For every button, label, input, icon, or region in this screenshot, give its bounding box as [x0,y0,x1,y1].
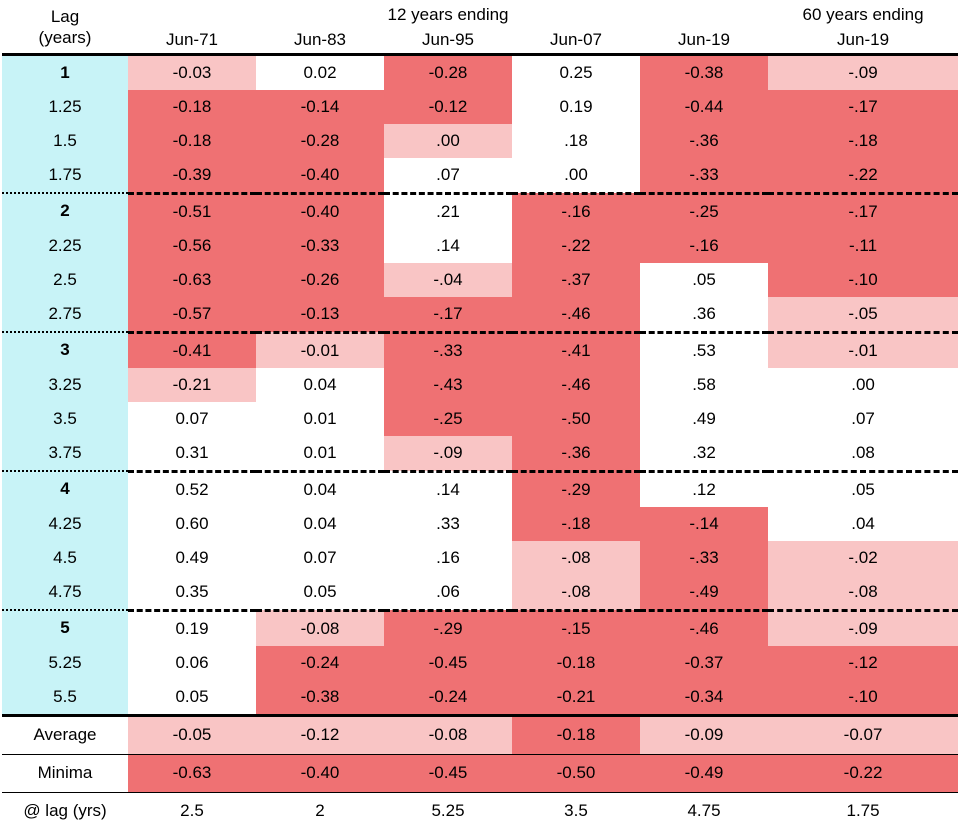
table-header [2,2,958,54]
table-row [2,297,958,333]
summary-row-label: Minima [2,754,128,792]
heatmap-cell: 0.07 [256,541,384,575]
summary-row [2,792,958,830]
heatmap-cell: .32 [640,436,768,472]
heatmap-cell: -.37 [512,263,640,297]
header-group-row [2,2,958,27]
table-row [2,507,958,541]
heatmap-cell: -.16 [640,229,768,263]
heatmap-cell: .00 [512,158,640,194]
heatmap-cell: -.18 [512,507,640,541]
heatmap-cell: -0.18 [128,124,256,158]
summary-cell: 4.75 [640,792,768,830]
header-column-row [2,27,958,54]
heatmap-cell: -0.40 [256,193,384,229]
heatmap-cell: 0.01 [256,402,384,436]
heatmap-cell: -.18 [768,124,958,158]
table-body [2,54,958,715]
summary-cell: 1.75 [768,792,958,830]
heatmap-cell: -.36 [640,124,768,158]
heatmap-cell: -0.21 [512,680,640,716]
heatmap-cell: -0.57 [128,297,256,333]
row-label-lag: 2.75 [2,297,128,333]
heatmap-cell: .12 [640,471,768,507]
summary-cell: 5.25 [384,792,512,830]
row-label-lag: 1.75 [2,158,128,194]
row-label-lag: 3.5 [2,402,128,436]
heatmap-cell: -0.28 [256,124,384,158]
heatmap-cell: 0.49 [128,541,256,575]
heatmap-cell: 0.02 [256,54,384,90]
heatmap-cell: -.11 [768,229,958,263]
row-label-lag: 2.25 [2,229,128,263]
table-row [2,54,958,90]
summary-cell: 3.5 [512,792,640,830]
heatmap-cell: 0.04 [256,368,384,402]
summary-cell: -0.50 [512,754,640,792]
heatmap-cell: .06 [384,575,512,611]
heatmap-cell: 0.31 [128,436,256,472]
row-label-lag: 2 [2,193,128,229]
summary-row [2,754,958,792]
lag-header-line2: (years) [38,28,92,48]
heatmap-cell: -.04 [384,263,512,297]
heatmap-cell: 0.07 [128,402,256,436]
heatmap-cell: .53 [640,332,768,368]
col-header-jun71: Jun-71 [166,29,218,49]
row-label-lag: 4.75 [2,575,128,611]
heatmap-cell: .05 [640,263,768,297]
summary-cell: -0.05 [128,715,256,754]
heatmap-cell: .14 [384,471,512,507]
heatmap-cell: -.17 [768,193,958,229]
table-row [2,541,958,575]
heatmap-cell: -0.24 [256,646,384,680]
heatmap-cell: -.33 [640,158,768,194]
heatmap-cell: -0.12 [384,90,512,124]
heatmap-cell: -0.18 [512,646,640,680]
heatmap-cell: -.10 [768,263,958,297]
table-row [2,332,958,368]
row-label-lag: 5.25 [2,646,128,680]
heatmap-cell: -.02 [768,541,958,575]
row-label-lag: 2.5 [2,263,128,297]
summary-cell: -0.40 [256,754,384,792]
lag-header-cell [2,2,128,54]
row-label-lag: 5.5 [2,680,128,716]
heatmap-cell: 0.04 [256,471,384,507]
heatmap-cell: -0.21 [128,368,256,402]
col-header-jun19-60y: Jun-19 [837,29,890,49]
heatmap-cell: -.25 [384,402,512,436]
heatmap-cell: -.46 [512,297,640,333]
heatmap-cell: .07 [384,158,512,194]
heatmap-cell: -0.51 [128,193,256,229]
row-label-lag: 4 [2,471,128,507]
summary-cell: -0.07 [768,715,958,754]
table-row [2,229,958,263]
heatmap-cell: 0.52 [128,471,256,507]
group-title-12y: 12 years ending [387,4,509,24]
heatmap-cell: -.09 [384,436,512,472]
heatmap-cell: -0.38 [256,680,384,716]
heatmap-cell: -0.13 [256,297,384,333]
heatmap-cell: .07 [768,402,958,436]
heatmap-cell: -0.34 [640,680,768,716]
heatmap-cell: -0.08 [256,610,384,646]
summary-row-label: @ lag (yrs) [2,792,128,830]
row-label-lag: 4.5 [2,541,128,575]
heatmap-cell: -.17 [768,90,958,124]
table-row [2,402,958,436]
summary-cell: -0.09 [640,715,768,754]
heatmap-cell: -.25 [640,193,768,229]
heatmap-cell: .18 [512,124,640,158]
heatmap-cell: -.33 [640,541,768,575]
heatmap-cell: -0.03 [128,54,256,90]
heatmap-cell: -0.41 [128,332,256,368]
heatmap-cell: -.05 [768,297,958,333]
heatmap-cell: -.16 [512,193,640,229]
heatmap-cell: 0.35 [128,575,256,611]
heatmap-cell: 0.06 [128,646,256,680]
row-label-lag: 5 [2,610,128,646]
heatmap-cell: 0.19 [128,610,256,646]
heatmap-cell: 0.25 [512,54,640,90]
heatmap-cell: -.14 [640,507,768,541]
col-header-jun95: Jun-95 [422,29,474,49]
heatmap-cell: -.29 [384,610,512,646]
summary-row [2,715,958,754]
heatmap-cell: 0.05 [128,680,256,716]
summary-cell: 2.5 [128,792,256,830]
heatmap-cell: -.36 [512,436,640,472]
correlation-heatmap-table [2,2,958,830]
heatmap-cell: -0.26 [256,263,384,297]
summary-cell: 2 [256,792,384,830]
heatmap-cell: -.01 [768,332,958,368]
heatmap-cell: -.09 [768,610,958,646]
heatmap-cell: .14 [384,229,512,263]
heatmap-cell: -0.18 [128,90,256,124]
heatmap-cell: 0.19 [512,90,640,124]
table-row [2,610,958,646]
heatmap-table-figure [0,2,960,834]
heatmap-cell: -.08 [512,575,640,611]
heatmap-cell: .00 [384,124,512,158]
row-label-lag: 1.25 [2,90,128,124]
summary-block [2,715,958,830]
summary-cell: -0.45 [384,754,512,792]
heatmap-cell: .33 [384,507,512,541]
row-label-lag: 3.25 [2,368,128,402]
heatmap-cell: -.22 [768,158,958,194]
summary-cell: -0.08 [384,715,512,754]
heatmap-cell: -.08 [512,541,640,575]
heatmap-cell: -0.28 [384,54,512,90]
row-label-lag: 3 [2,332,128,368]
heatmap-cell: .05 [768,471,958,507]
heatmap-cell: -0.14 [256,90,384,124]
heatmap-cell: -.33 [384,332,512,368]
heatmap-cell: .08 [768,436,958,472]
heatmap-cell: -.46 [640,610,768,646]
heatmap-cell: -.17 [384,297,512,333]
heatmap-cell: .36 [640,297,768,333]
heatmap-cell: -0.01 [256,332,384,368]
col-header-jun19: Jun-19 [678,29,731,49]
table-row [2,436,958,472]
heatmap-cell: -0.39 [128,158,256,194]
heatmap-cell: -.09 [768,54,958,90]
row-label-lag: 1 [2,54,128,90]
heatmap-cell: -.43 [384,368,512,402]
summary-cell: -0.22 [768,754,958,792]
heatmap-cell: -.49 [640,575,768,611]
heatmap-cell: -0.38 [640,54,768,90]
table-row [2,646,958,680]
col-header-jun07: Jun-07 [550,29,602,49]
heatmap-cell: -0.56 [128,229,256,263]
heatmap-cell: .16 [384,541,512,575]
heatmap-cell: -.29 [512,471,640,507]
heatmap-cell: .21 [384,193,512,229]
heatmap-cell: -0.44 [640,90,768,124]
heatmap-cell: -.41 [512,332,640,368]
heatmap-cell: .04 [768,507,958,541]
heatmap-cell: -0.40 [256,158,384,194]
heatmap-cell: -.12 [768,646,958,680]
table-row [2,90,958,124]
table-row [2,158,958,194]
heatmap-cell: -.50 [512,402,640,436]
table-row [2,575,958,611]
row-label-lag: 3.75 [2,436,128,472]
heatmap-cell: -.10 [768,680,958,716]
heatmap-cell: -.46 [512,368,640,402]
heatmap-cell: -.08 [768,575,958,611]
heatmap-cell: 0.60 [128,507,256,541]
heatmap-cell: .49 [640,402,768,436]
group-title-60y: 60 years ending [802,4,924,24]
table-row [2,193,958,229]
summary-row-label: Average [2,715,128,754]
summary-cell: -0.63 [128,754,256,792]
heatmap-cell: 0.04 [256,507,384,541]
heatmap-cell: 0.05 [256,575,384,611]
heatmap-cell: -.15 [512,610,640,646]
table-row [2,471,958,507]
heatmap-cell: .58 [640,368,768,402]
heatmap-cell: -0.24 [384,680,512,716]
table-row [2,263,958,297]
col-header-jun83: Jun-83 [294,29,346,49]
heatmap-cell: -0.63 [128,263,256,297]
lag-header-line1: Lag [50,7,80,26]
heatmap-cell: -0.37 [640,646,768,680]
heatmap-cell: -0.45 [384,646,512,680]
heatmap-cell: -.22 [512,229,640,263]
table-row [2,680,958,716]
heatmap-cell: 0.01 [256,436,384,472]
heatmap-cell: -0.33 [256,229,384,263]
summary-cell: -0.49 [640,754,768,792]
summary-cell: -0.12 [256,715,384,754]
table-row [2,368,958,402]
row-label-lag: 1.5 [2,124,128,158]
row-label-lag: 4.25 [2,507,128,541]
table-row [2,124,958,158]
heatmap-cell: .00 [768,368,958,402]
summary-cell: -0.18 [512,715,640,754]
